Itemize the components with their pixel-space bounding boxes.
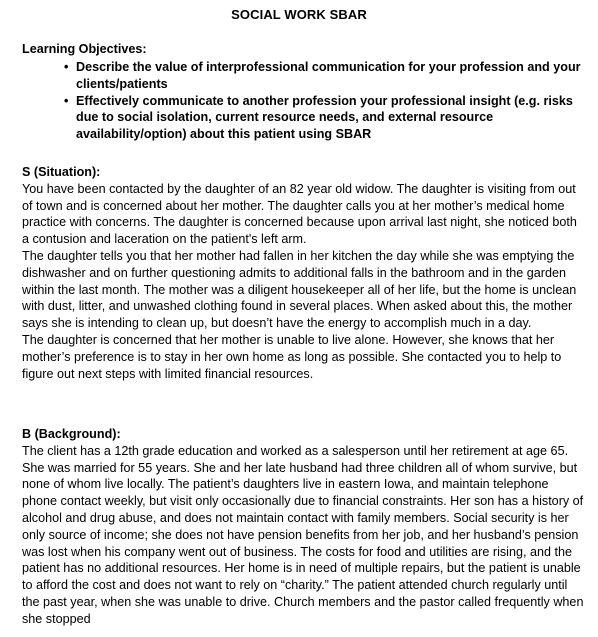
situation-heading: S (Situation): (22, 165, 101, 179)
objective-text: Effectively communicate to another profession your professional insight (e.g. risks due to social isolation, current resource needs, and external resource availability/option) about this patient using SBAR (76, 93, 573, 142)
situation-paragraph: The daughter is concerned that her mother is unable to live alone. However, she knows that her mother’s preference is to stay in her own home as long as possible. She contacted you to help to figure out next steps with limited financial resources. (22, 332, 562, 381)
situation-paragraph: The daughter tells you that her mother had fallen in her kitchen the day while she was emptying the dishwasher and on further questioning admits to additional falls in the bathroom and in the garden within the last month. The mother was a diligent housekeeper all of her life, but the home is unclean with dust, litter, and unwashed clothing found in several places. When asked about this, the mother says she is intending to clean up, but doesn’t have the energy to accomplish much in a day. (22, 248, 577, 331)
objective-text: Describe the value of interprofessional communication for your profession and your clients/patients (76, 60, 581, 91)
background-section (22, 426, 584, 628)
objective-item (64, 59, 584, 93)
bullet-icon: • (64, 93, 69, 108)
situation-section (22, 164, 584, 382)
background-paragraph: The client has a 12th grade education and worked as a salesperson until her retirement at age 65. She was married for 55 years. She and her late husband had three children all of whom survive, but none of whom live locally. The patient’s daughters live in eastern Iowa, and maintain telephone phone contact weekly, but visit only occasionally due to financial constraints. Her son has a history of alcohol and drug abuse, and does not maintain contact with family members. Social security is her only source of income; she does not have pension benefits from her job, and her husband’s pension was lost when his company went out of business. The costs for food and utilities are rising, and the patient has no additional resources. Her home is in need of multiple repairs, but the patient is unable to afford the cost and does not want to rely on “charity.” The patient attended church regularly until the past year, when she was unable to drive. Church members and the pastor called frequently when she stopped (22, 443, 584, 626)
objective-item (64, 93, 584, 143)
learning-objectives-list (64, 59, 584, 143)
bullet-icon: • (64, 60, 69, 74)
learning-objectives-heading: Learning Objectives: (22, 42, 147, 56)
background-heading: B (Background): (22, 427, 121, 441)
document-title: SOCIAL WORK SBAR (231, 7, 367, 22)
situation-paragraph: You have been contacted by the daughter of an 82 year old widow. The daughter is visiting from out of town and is concerned about her mother. The daughter calls you at her mother’s medical home practice with concerns. The daughter is concerned because upon arrival last night, she noticed both a contusion and laceration on the patient's left arm. (22, 181, 577, 247)
